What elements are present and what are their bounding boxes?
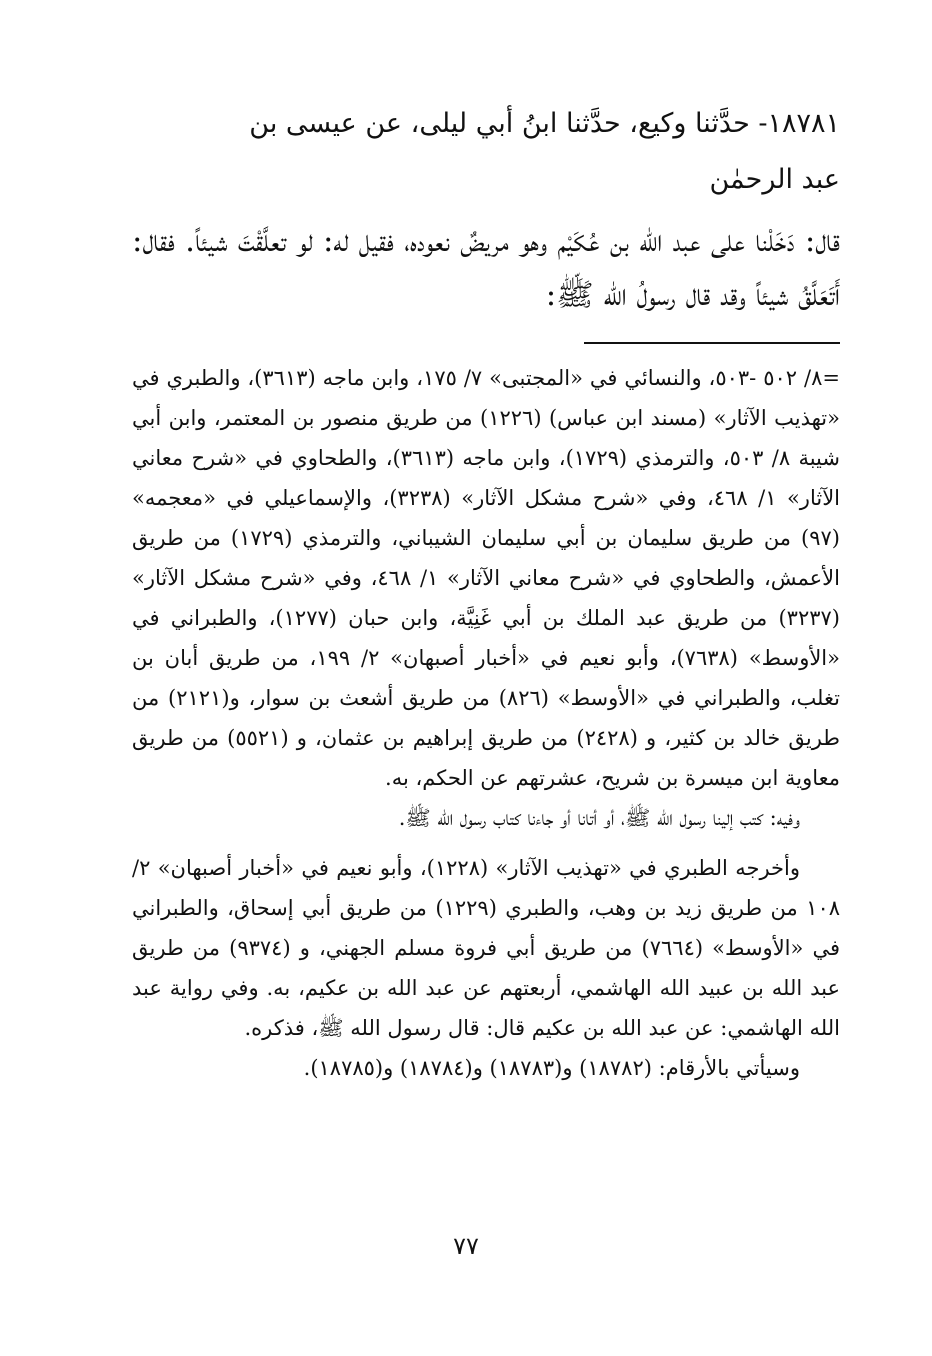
footnote-divider bbox=[584, 342, 840, 344]
page-number: ٧٧ bbox=[453, 1232, 479, 1260]
footnote-paragraph-4: وسيأتي بالأرقام: (١٨٧٨٢) و(١٨٧٨٣) و(١٨٧٨٤) و(١٨٧٨٥). bbox=[303, 1056, 800, 1080]
footnote-paragraph-2: وفيه: كتب إلينا رسول الله ﷺ، أو أتانا أو جاءنا كتاب رسول الله ﷺ. bbox=[398, 806, 800, 830]
footnote-paragraph-1: =٨/ ٥٠٢ -٥٠٣، والنسائي في «المجتبى» ٧/ ١٧٥، وابن ماجه (٣٦١٣)، والطبري في «تهذيب الآثار» (مسند ابن عباس) (١٢٢٦) من طريق منصور بن المعتمر، وابن أبي شيبة ٨/ ٥٠٣، والترمذي (١٧٢٩)، وابن ماجه (٣٦١٣)، والطحاوي في «شرح معاني الآثار» ١/ ٤٦٨، وفي «شرح مشكل الآثار» (٣٢٣٨)، والإسماعيلي في «معجمه» (٩٧) من طريق سليمان بن أبي سليمان الشيباني، والترمذي (١٧٢٩) من طريق الأعمش، والطحاوي في «شرح معاني الآثار» ١/ ٤٦٨، وفي «شرح مشكل الآثار» (٣٢٣٧) من طريق عبد الملك بن أبي غَنِيَّة، وابن حبان (١٢٧٧)، والطبراني في «الأوسط» (٧٦٣٨)، وأبو نعيم في «أخبار أصبهان» ٢/ ١٩٩، من طريق أبان بن تغلب، والطبراني في «الأوسط» (٨٢٦) من طريق أشعث بن سوار، و(٢١٢١) من طريق خالد بن كثير، و (٢٤٢٨) من طريق إبراهيم بن عثمان، و (٥٥٢١) من طريق معاوية ابن ميسرة بن شريح، عشرتهم عن الحكم، به. bbox=[132, 366, 840, 790]
hadith-matn: قال: دَخَلْنا على عبد الله بن عُكَيْم وهو مريضٌ نعوده، فقيل له: لو تعلَّقْتَ شيئاً. فقال: أَتَعَلَّقُ شيئاً وقد قال رسولُ الله ﷺ: bbox=[132, 223, 840, 313]
hadith-isnad-line2: عبد الرحمٰن bbox=[709, 164, 840, 195]
footnote-paragraph-3: وأخرجه الطبري في «تهذيب الآثار» (١٢٢٨)، وأبو نعيم في «أخبار أصبهان» ٢/ ١٠٨ من طريق زيد بن وهب، والطبري (١٢٢٩) من طريق أبي إسحاق، والطبراني في «الأوسط» (٧٦٦٤) من طريق أبي فروة مسلم الجهني، و (٩٣٧٤) من طريق عبد الله بن عبيد الله الهاشمي، أربعتهم عن عبد الله بن عكيم، به. وفي رواية عبد الله الهاشمي: عن عبد الله بن عكيم قال: قال رسول الله ﷺ، فذكره. bbox=[132, 856, 841, 1040]
footnotes bbox=[132, 358, 840, 1088]
hadith-isnad bbox=[132, 96, 840, 208]
page-content bbox=[132, 96, 840, 1088]
hadith-isnad-line1: ١٨٧٨١- حدَّثنا وكيع، حدَّثنا ابنُ أبي ليلى، عن عيسى بن bbox=[249, 108, 840, 139]
